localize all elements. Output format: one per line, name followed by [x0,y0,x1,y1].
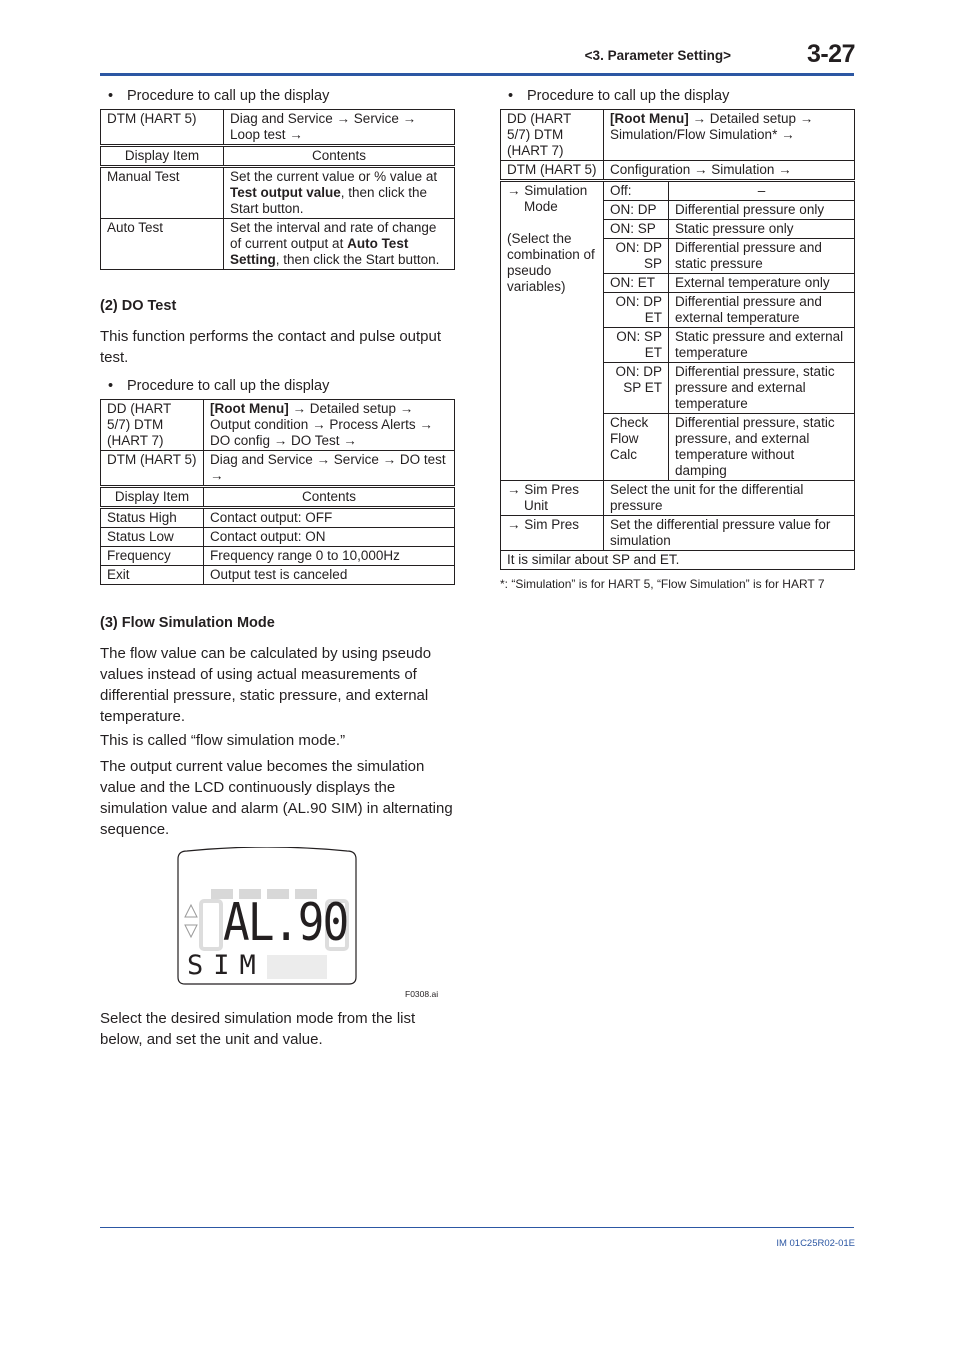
figure-caption: F0308.ai [405,989,439,999]
footnote: *: “Simulation” is for HART 5, “Flow Simulation” is for HART 7 [500,577,825,591]
sim-pres-unit-label: → Sim Pres Unit [501,481,604,516]
mode-desc: Differential pressure, static pressure, and external temperature without damping [669,414,855,481]
table-cell-item: Frequency [101,547,204,566]
table-cell-item: Exit [101,566,204,585]
path-label: DTM (HART 5) [101,110,224,146]
mode-desc: Static pressure and external temperature [669,328,855,363]
mode-desc: Differential pressure and static pressure [669,239,855,274]
header-rule [100,73,854,76]
table-cell-contents: Output test is canceled [204,566,455,585]
table-cell-contents: Frequency range 0 to 10,000Hz [204,547,455,566]
paragraph: Select the desired simulation mode from the list below, and set the unit and value. [100,1010,416,1048]
paragraph: The flow value can be calculated by using pseudo values instead of using actual measurements of differential pressure, static pressure, and external temperature. [100,645,432,725]
path-value: Configuration → Simulation → [604,161,855,181]
mode-code: Off: [604,181,669,201]
mode-code: ON: SP [604,220,669,239]
table-cell-contents: Set the interval and rate of change of current output at Auto Test Setting, then click the Start button. [224,219,455,270]
column-header-item: Display Item [101,146,224,167]
lcd-display-illustration [175,847,359,987]
path-value: [Root Menu] → Detailed setup → Output condition → Process Alerts → DO config → DO Test → [204,400,455,451]
column-header-contents: Contents [224,146,455,167]
loop-test-table [100,109,455,270]
lcd-sub-text: SIM [187,950,266,981]
mode-code: ON: DP [604,201,669,220]
footer-rule [100,1227,854,1228]
mode-code: ON: ET [604,274,669,293]
path-value: [Root Menu] → Detailed setup → Simulation/Flow Simulation* → [604,110,855,161]
path-value: Diag and Service → Service → DO test → [204,451,455,487]
section-heading-do-test: (2) DO Test [100,298,177,314]
sim-pres-label: → Sim Pres [501,516,604,551]
paragraph: The output current value becomes the simulation value and the LCD continuously displays the simulation value and alarm (AL.90 SIM) in alternating sequence. [100,758,453,838]
table-cell-item: Status High [101,508,204,528]
sim-pres-desc: Set the differential pressure value for simulation [604,516,855,551]
section-header: <3. Parameter Setting> [584,48,731,63]
paragraph: This function performs the contact and pulse output test. [100,328,442,366]
mode-desc: – [669,181,855,201]
table-cell-contents: Contact output: ON [204,528,455,547]
mode-code: ON: SP ET [604,328,669,363]
table-cell-item: Auto Test [101,219,224,270]
column-header-item: Display Item [101,487,204,508]
table-cell-contents: Set the current value or % value at Test output value, then click the Start button. [224,167,455,219]
mode-code: ON: DP SP [604,239,669,274]
lcd-main-text: AL.90 [223,893,348,953]
do-test-table [100,399,455,585]
mode-code: ON: DP SP ET [604,363,669,414]
table-cell-item: Manual Test [101,167,224,219]
procedure-bullet: • Procedure to call up the display [127,378,329,394]
paragraph: This is called “flow simulation mode.” [100,732,346,749]
page-number: 3-27 [806,40,855,68]
mode-desc: Differential pressure and external temperature [669,293,855,328]
mode-desc: Static pressure only [669,220,855,239]
document-id: IM 01C25R02-01E [776,1238,855,1249]
simulation-table [500,109,855,570]
procedure-bullet: • Procedure to call up the display [527,88,729,104]
mode-desc: External temperature only [669,274,855,293]
path-label: DD (HART 5/7) DTM (HART 7) [501,110,604,161]
mode-desc: Differential pressure only [669,201,855,220]
table-cell-contents: Contact output: OFF [204,508,455,528]
procedure-bullet: • Procedure to call up the display [127,88,329,104]
mode-code: Check Flow Calc [604,414,669,481]
section-heading-flow-sim: (3) Flow Simulation Mode [100,615,275,631]
path-value: Diag and Service → Service → Loop test → [224,110,455,146]
simulation-mode-label: → Simulation Mode (Select the combination of pseudo variables) [501,181,604,481]
table-note: It is similar about SP and ET. [501,551,855,570]
path-label: DTM (HART 5) [101,451,204,487]
mode-code: ON: DP ET [604,293,669,328]
path-label: DTM (HART 5) [501,161,604,181]
mode-desc: Differential pressure, static pressure and external temperature [669,363,855,414]
table-cell-item: Status Low [101,528,204,547]
column-header-contents: Contents [204,487,455,508]
path-label: DD (HART 5/7) DTM (HART 7) [101,400,204,451]
sim-pres-unit-desc: Select the unit for the differential pressure [604,481,855,516]
